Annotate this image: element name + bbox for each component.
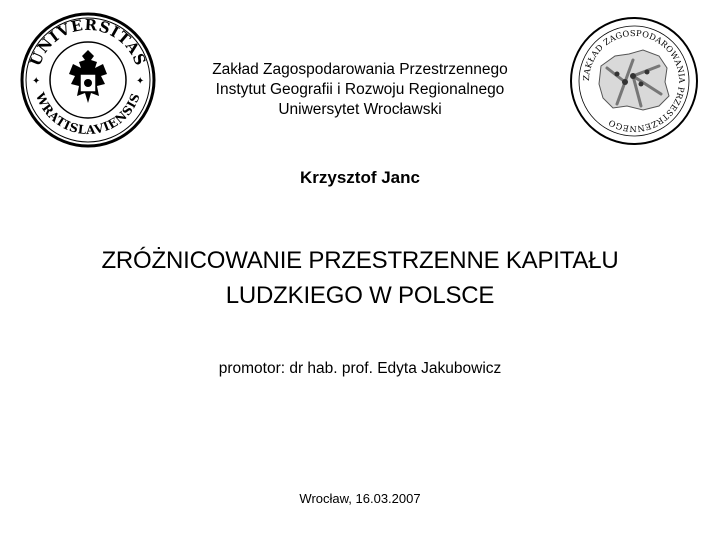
svg-text:ZAKŁAD ZAGOSPODAROWANIA PRZEST: ZAKŁAD ZAGOSPODAROWANIA PRZESTRZENNEGO xyxy=(580,27,688,135)
institute-name: Instytut Geografii i Rozwoju Regionalnego xyxy=(215,81,505,98)
supervisor: promotor: dr hab. prof. Edyta Jakubowicz xyxy=(218,360,502,377)
svg-text:WRATISLAVIENSIS: WRATISLAVIENSIS xyxy=(32,90,143,138)
svg-text:✦: ✦ xyxy=(136,76,145,87)
author-name: Krzysztof Janc xyxy=(300,168,420,187)
institution-header xyxy=(160,60,560,120)
svg-text:UNIVERSITAS: UNIVERSITAS xyxy=(26,15,150,69)
department-name: Zakład Zagospodarowania Przestrzennego xyxy=(212,61,508,78)
svg-text:✦: ✦ xyxy=(32,76,41,87)
place-and-date: Wrocław, 16.03.2007 xyxy=(299,491,421,506)
thesis-title-line-2: LUDZKIEGO W POLSCE xyxy=(225,282,495,309)
thesis-title-line-1: ZRÓŻNICOWANIE PRZESTRZENNE KAPITAŁU xyxy=(101,247,619,274)
university-seal-icon xyxy=(20,12,156,148)
department-logo-icon xyxy=(567,14,701,148)
thesis-title xyxy=(20,243,700,313)
university-name: Uniwersytet Wrocławski xyxy=(278,101,442,118)
